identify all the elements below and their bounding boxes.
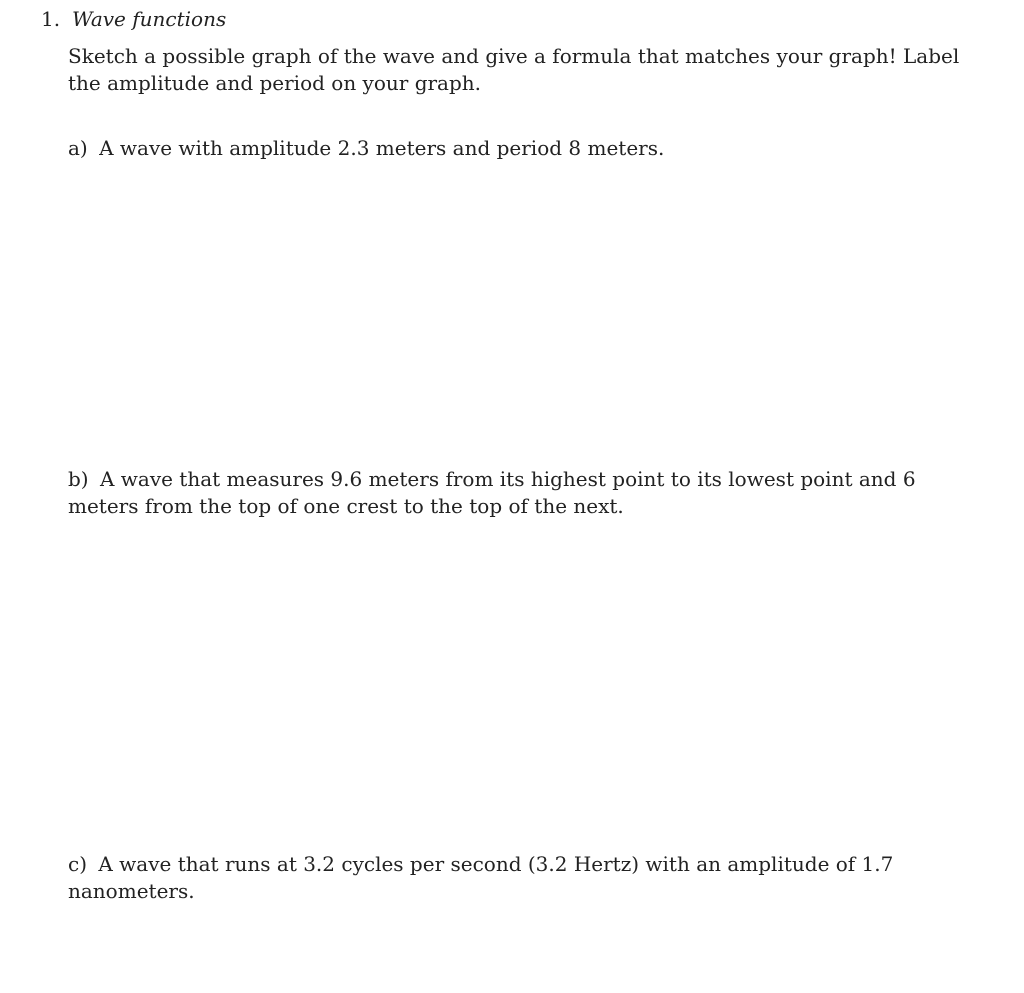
part-a-label: a) xyxy=(68,136,88,160)
part-a xyxy=(68,135,968,162)
part-c-label: c) xyxy=(68,852,88,876)
part-b xyxy=(68,466,968,520)
part-c-text: A wave that runs at 3.2 cycles per second (3.2 Hertz) with an amplitude of 1.7 nanometers. xyxy=(68,852,894,903)
problem-instructions: Sketch a possible graph of the wave and give a formula that matches your graph! Label the amplitude and period on your graph. xyxy=(68,44,960,95)
part-c xyxy=(68,851,968,905)
part-b-label: b) xyxy=(68,467,89,491)
problem-number: 1. xyxy=(41,7,61,31)
problem-heading xyxy=(41,6,226,33)
part-b-text: A wave that measures 9.6 meters from its highest point to its lowest point and 6 meters from the top of one crest to the top of the next. xyxy=(68,467,916,518)
part-a-text: A wave with amplitude 2.3 meters and period 8 meters. xyxy=(99,136,665,160)
problem-title: Wave functions xyxy=(72,7,227,31)
